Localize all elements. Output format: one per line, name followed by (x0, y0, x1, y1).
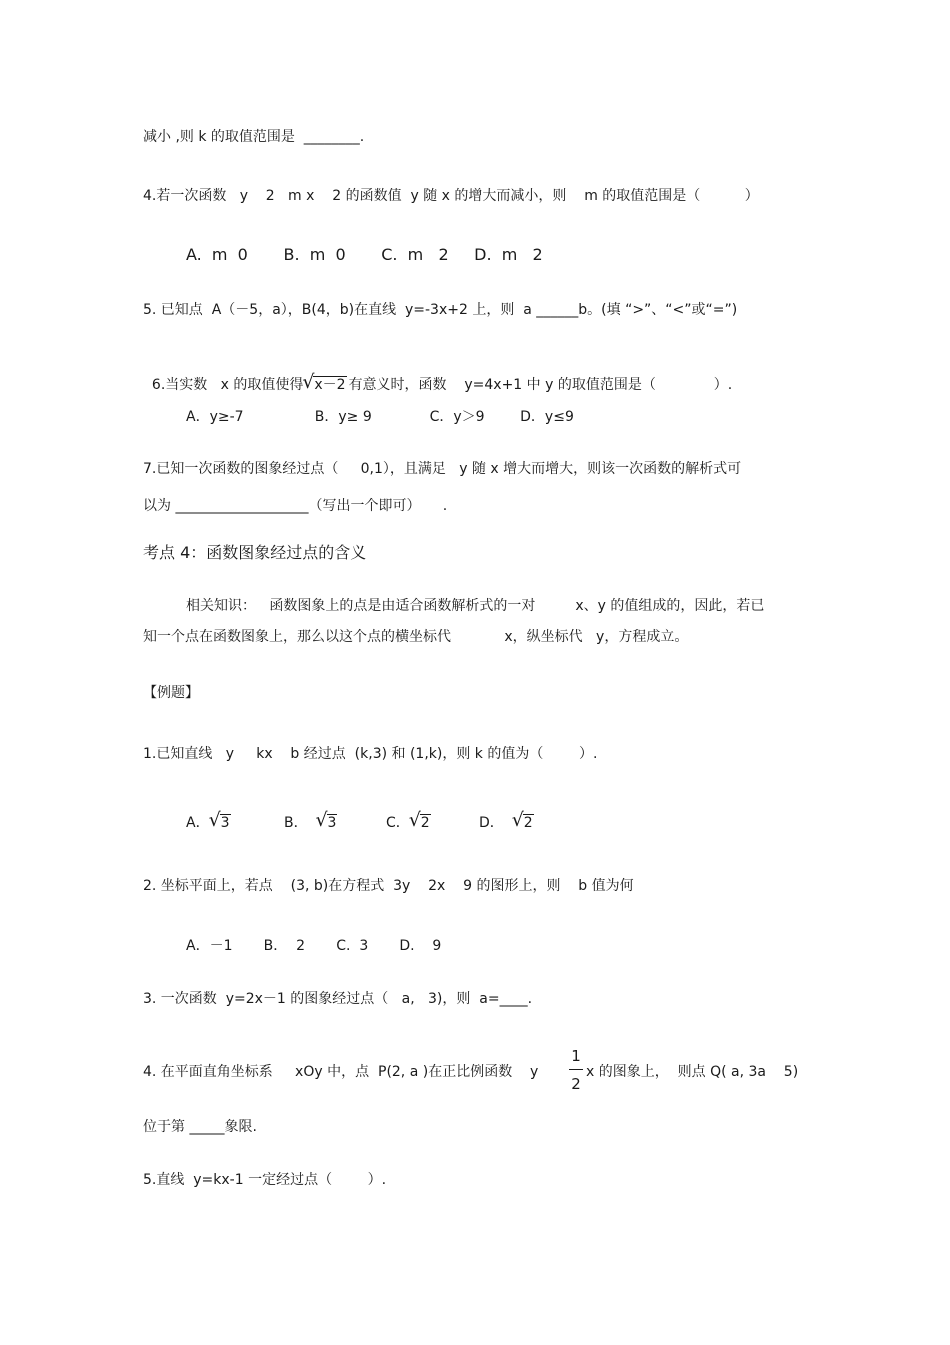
example-5: 5.直线 y=kx-1 一定经过点（ ）. (143, 1172, 387, 1188)
sqrt-content: 2 (420, 815, 430, 831)
example-4: 4. 在平面直角坐标系 xOy 中，点 P(2, a )在正比例函数 y (143, 1064, 539, 1080)
text-line: 减小 ,则 k 的取值范围是 ________. (143, 129, 365, 145)
sqrt-expression (410, 813, 431, 833)
option-label: B． (284, 815, 308, 831)
option-label: C． (386, 815, 410, 831)
question-7-cont: 以为 ___________________（写出一个即可） . (143, 498, 448, 514)
sqrt-content: 3 (327, 815, 337, 831)
example-4-line2: 位于第 _____象限. (143, 1119, 257, 1135)
sqrt-content: 2 (523, 815, 533, 831)
question-5: 5. 已知点 A（－5，a），B(4，b)在直线 y=-3x+2 上，则 a ______b。(填 “>”、“<”或“=”) (143, 302, 738, 318)
option-label: A． (186, 815, 210, 831)
question-6-options: A．y≥-7 B．y≥ 9 C．y＞9 D．y≤9 (186, 409, 574, 425)
example-label: 【例题】 (143, 685, 199, 701)
fraction-numerator: 1 (571, 1047, 581, 1065)
sqrt-content: 3 (220, 815, 230, 831)
question-6 (143, 355, 732, 395)
option-label: D． (479, 815, 504, 831)
example-2: 2. 坐标平面上，若点 (3, b)在方程式 3y 2x 9 的图形上，则 b 值为何 (143, 878, 634, 894)
sqrt-content: x－2 (314, 377, 346, 393)
knowledge-text: 知一个点在函数图象上，那么以这个点的横坐标代 x，纵坐标代 y，方程成立。 (143, 629, 689, 645)
example-2-options: A．－1 B． 2 C. 3 D. 9 (186, 938, 442, 954)
question-4: 4.若一次函数 y 2 m x 2 的函数值 y 随 x 的增大而减小，则 m 的取值范围是（ ） (143, 188, 759, 204)
option-d (479, 813, 536, 833)
example-3: 3. 一次函数 y=2x－1 的图象经过点（ a, 3)，则 a=____. (143, 991, 533, 1007)
question-4-options: A. m 0 B. m 0 C. m 2 D. m 2 (186, 245, 543, 264)
section-heading: 考点 4：函数图象经过点的含义 (143, 543, 367, 562)
knowledge-text: 相关知识： 函数图象上的点是由适合函数解析式的一对 x、y 的值组成的，因此，若已 (186, 598, 765, 614)
question-7: 7.已知一次函数的图象经过点（ 0,1），且满足 y 随 x 增大而增大，则该一次函数的解析式可 (143, 461, 742, 477)
sqrt-expression (317, 813, 338, 833)
option-c (386, 813, 433, 833)
option-a (186, 813, 233, 833)
sqrt-expression (210, 813, 231, 833)
example-4-cont: x 的图象上， 则点 Q( a, 3a 5) (586, 1064, 799, 1080)
sqrt-expression (513, 813, 534, 833)
question-6-prefix: 6.当实数 x 的取值使得 (151, 377, 304, 393)
fraction-bar (569, 1069, 583, 1070)
example-1: 1.已知直线 y kx b 经过点 (k,3) 和 (1,k)，则 k 的值为（ ）. (143, 746, 598, 762)
sqrt-expression (303, 375, 346, 395)
fraction-denominator: 2 (571, 1075, 581, 1093)
option-b (284, 813, 339, 833)
question-6-suffix: 有意义时，函数 y=4x+1 中 y 的取值范围是（ ）. (348, 377, 733, 393)
